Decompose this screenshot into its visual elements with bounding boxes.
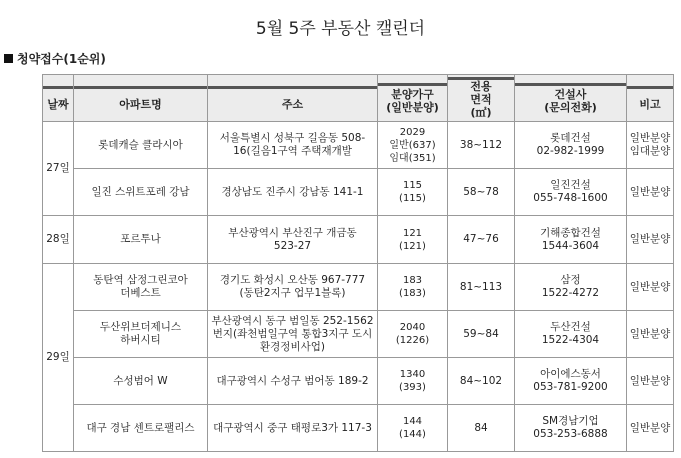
header-builder: 건설사 (문의전화) xyxy=(515,75,627,122)
supply-cell: 144 (144) xyxy=(378,405,448,452)
date-cell: 27일 xyxy=(43,122,74,216)
square-bullet-icon xyxy=(4,54,13,63)
address-cell: 대구광역시 수성구 범어동 189-2 xyxy=(208,358,378,405)
note-cell: 일반분양 xyxy=(627,216,674,264)
builder-cell: 기해종합건설 1544-3604 xyxy=(515,216,627,264)
note-cell: 일반분양 xyxy=(627,264,674,311)
supply-cell: 2029 일반(637) 임대(351) xyxy=(378,122,448,169)
note-cell: 일반분양 xyxy=(627,358,674,405)
supply-cell: 115 (115) xyxy=(378,169,448,216)
note-cell: 일반분양 xyxy=(627,169,674,216)
area-cell: 81~113 xyxy=(448,264,515,311)
table-row xyxy=(43,311,674,358)
apt-cell: 수성범어 W xyxy=(74,358,208,405)
builder-cell: 두산건설 1522-4304 xyxy=(515,311,627,358)
address-cell: 부산광역시 부산진구 개금동 523-27 xyxy=(208,216,378,264)
calendar-table xyxy=(42,74,674,452)
apt-cell: 대구 경남 센트로팰리스 xyxy=(74,405,208,452)
apt-cell: 포르투나 xyxy=(74,216,208,264)
header-row xyxy=(43,75,674,122)
builder-cell: 아이에스동서 053-781-9200 xyxy=(515,358,627,405)
builder-cell: SM경남기업 053-253-6888 xyxy=(515,405,627,452)
area-cell: 58~78 xyxy=(448,169,515,216)
builder-cell: 삼정 1522-4272 xyxy=(515,264,627,311)
header-apt: 아파트명 xyxy=(74,75,208,122)
header-supply: 분양가구 (일반분양) xyxy=(378,75,448,122)
address-cell: 대구광역시 중구 태평로3가 117-3 xyxy=(208,405,378,452)
supply-cell: 183 (183) xyxy=(378,264,448,311)
date-cell: 29일 xyxy=(43,264,74,452)
table-row xyxy=(43,169,674,216)
header-date: 날짜 xyxy=(43,75,74,122)
apt-cell: 두산위브더제니스 하버시티 xyxy=(74,311,208,358)
area-cell: 38~112 xyxy=(448,122,515,169)
apt-cell: 동탄역 삼정그린코아 더베스트 xyxy=(74,264,208,311)
supply-cell: 121 (121) xyxy=(378,216,448,264)
address-cell: 서울특별시 성북구 길음동 508- 16(길음1구역 주택재개발 xyxy=(208,122,378,169)
note-cell: 일반분양 임대분양 xyxy=(627,122,674,169)
table-row xyxy=(43,358,674,405)
table-row xyxy=(43,122,674,169)
header-area: 전용 면적 (㎡) xyxy=(448,75,515,122)
area-cell: 84 xyxy=(448,405,515,452)
supply-cell: 1340 (393) xyxy=(378,358,448,405)
table-row xyxy=(43,264,674,311)
apt-cell: 롯데캐슬 클라시아 xyxy=(74,122,208,169)
section-label: 청약접수(1순위) xyxy=(17,52,106,66)
date-cell: 28일 xyxy=(43,216,74,264)
table-row xyxy=(43,405,674,452)
address-cell: 부산광역시 동구 범일동 252-1562 번지(좌천범일구역 통합3지구 도시 환경정비사업) xyxy=(208,311,378,358)
note-cell: 일반분양 xyxy=(627,405,674,452)
builder-cell: 일진건설 055-748-1600 xyxy=(515,169,627,216)
address-cell: 경상남도 진주시 강남동 141-1 xyxy=(208,169,378,216)
header-note: 비고 xyxy=(627,75,674,122)
area-cell: 84~102 xyxy=(448,358,515,405)
header-address: 주소 xyxy=(208,75,378,122)
builder-cell: 롯데건설 02-982-1999 xyxy=(515,122,627,169)
area-cell: 47~76 xyxy=(448,216,515,264)
supply-cell: 2040 (1226) xyxy=(378,311,448,358)
address-cell: 경기도 화성시 오산동 967-777 (동탄2지구 업무1블록) xyxy=(208,264,378,311)
area-cell: 59~84 xyxy=(448,311,515,358)
note-cell: 일반분양 xyxy=(627,311,674,358)
apt-cell: 일진 스위트포레 강남 xyxy=(74,169,208,216)
page-title: 5월 5주 부동산 캘린더 xyxy=(255,19,426,39)
section-heading xyxy=(4,50,106,67)
table-row xyxy=(43,216,674,264)
